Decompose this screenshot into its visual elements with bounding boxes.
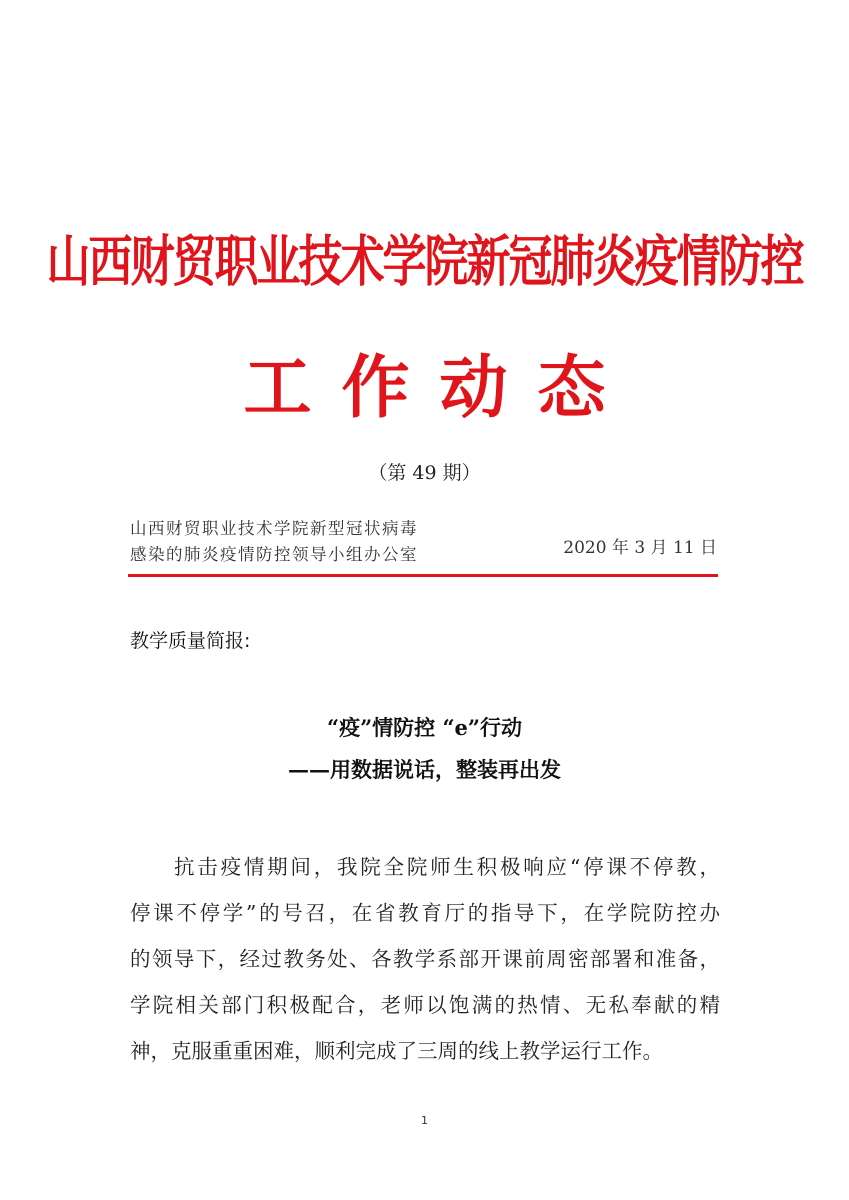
article-subtitle: ——用数据说话，整装再出发 — [288, 757, 561, 782]
header-divider — [128, 574, 718, 577]
office-line-1: 山西财贸职业技术学院新型冠状病毒 — [130, 519, 418, 538]
article-body — [130, 844, 720, 1074]
masthead-title: 山西财贸职业技术学院新冠肺炎疫情防控 — [46, 230, 803, 295]
section-label: 教学质量简报: — [130, 630, 251, 652]
body-line: 抗击疫情期间，我院全院师生积极响应“停课不停教， — [174, 855, 720, 879]
masthead-subtitle: 工作动态 — [243, 348, 636, 428]
body-line: 的领导下，经过教务处、各教学系部开课前周密部署和准备， — [130, 947, 720, 971]
issue-date: 2020 年 3 月 11 日 — [563, 538, 717, 558]
body-line: 神，克服重重困难，顺利完成了三周的线上教学运行工作。 — [130, 1039, 663, 1063]
body-line: 学院相关部门积极配合，老师以饱满的热情、无私奉献的精 — [130, 993, 720, 1017]
page-number: 1 — [421, 1114, 428, 1127]
issue-number: （第 49 期） — [368, 462, 481, 484]
issuing-office — [130, 516, 418, 568]
office-line-2: 感染的肺炎疫情防控领导小组办公室 — [130, 545, 418, 564]
article-title: “疫”情防控 “e”行动 — [327, 715, 522, 740]
body-line: 停课不停学”的号召，在省教育厅的指导下，在学院防控办 — [130, 901, 720, 925]
